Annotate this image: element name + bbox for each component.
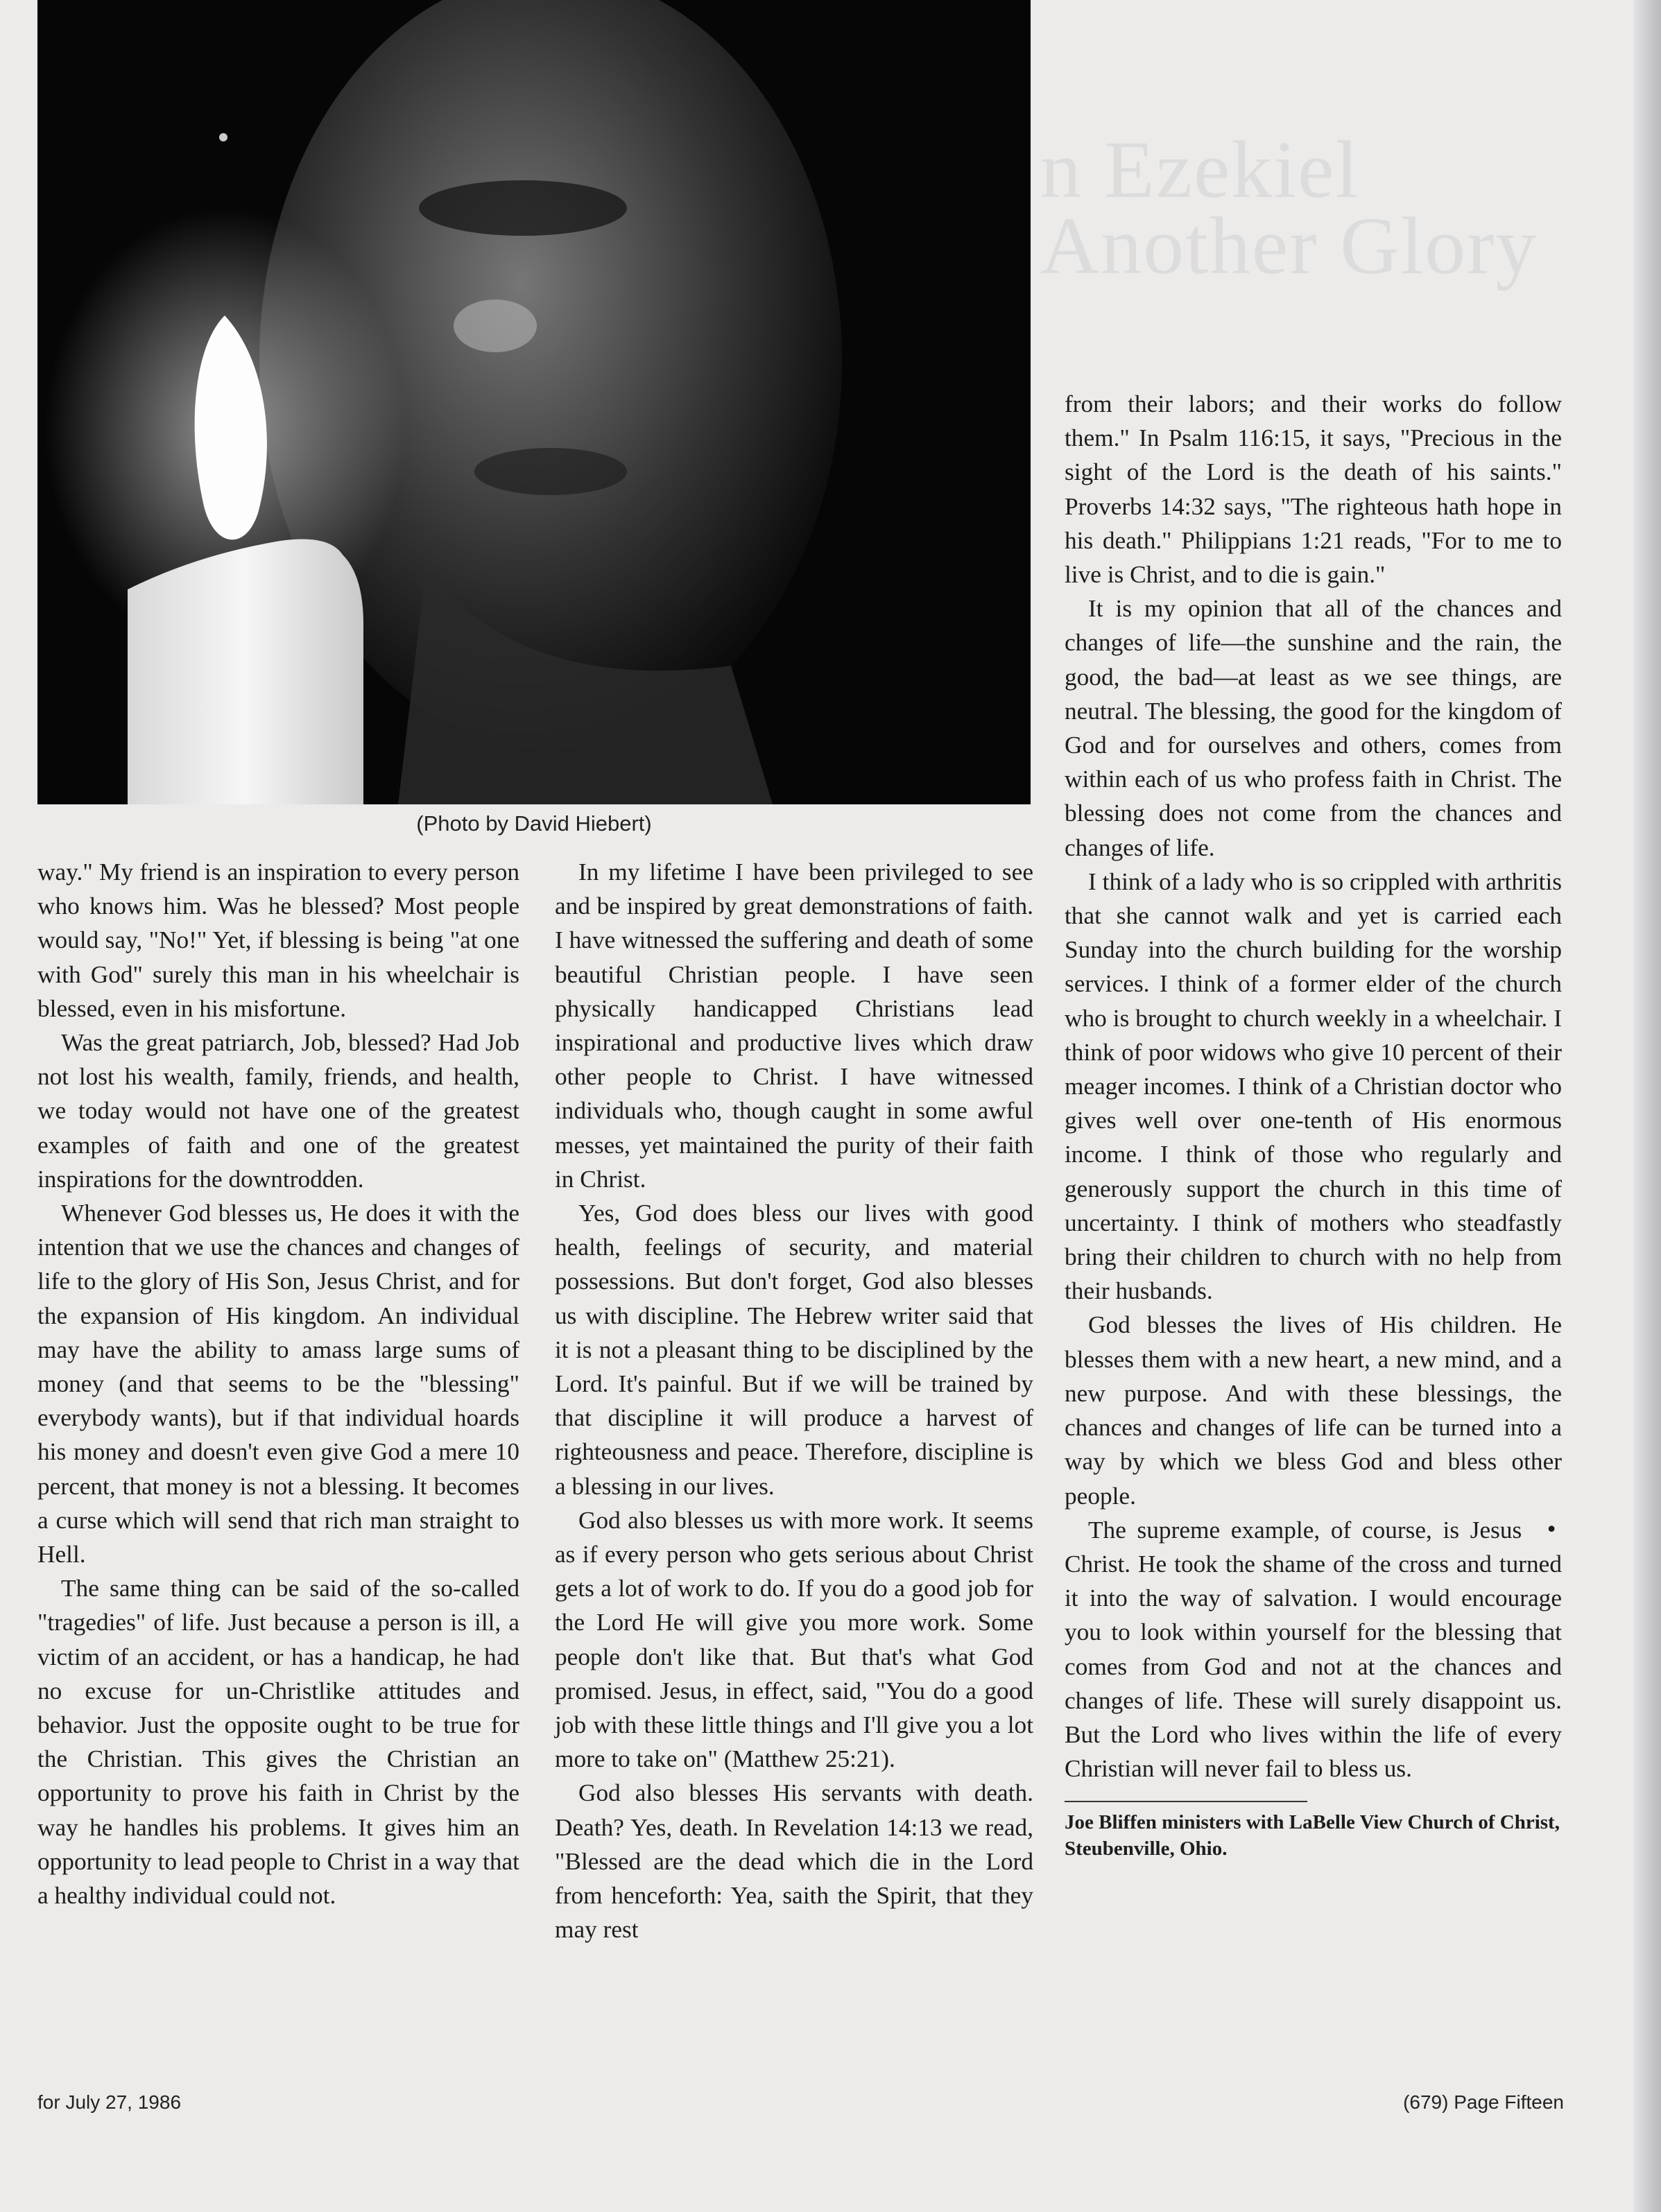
end-mark-bullet: • — [1545, 1517, 1558, 1542]
paragraph: Whenever God blesses us, He does it with the intention that we use the chances and changes of life to the glory of His Son, Jesus Christ, and for the expansion of His kingdom. An individual may have the ability to amass large sums of money (and that seems to be the "blessing" everybody wants), but if that individual hoards his money and doesn't even give God a mere 10 percent, that money is not a blessing. It becomes a curse which will send that rich man straight to Hell. — [37, 1200, 519, 1569]
paragraph-text: The supreme example, of course, is Jesus Christ. He took the shame of the cross and turned it into the way of salvation. I would encourage you to look within yourself for the blessing that comes from God and not at the chances and changes of life. These will surely disappoint us. But the Lord who lives within the life of every Christian will never fail to bless us. — [1065, 1516, 1562, 1783]
bleed-through-line-1: n Ezekiel — [1040, 124, 1360, 215]
author-bio: Joe Bliffen ministers with LaBelle View Church of Christ, Steubenville, Ohio. — [1065, 1811, 1560, 1860]
candle-photo-illustration — [37, 0, 1031, 804]
paragraph: Yes, God does bless our lives with good health, feelings of security, and material possessions. But don't forget, God also blesses us with discipline. The Hebrew writer said that it is not a pleasant thing to be disciplined by the Lord. It's painful. But if we will be trained by that discipline it will produce a harvest of righteousness and peace. Therefore, discipline is a blessing in our lives. — [555, 1200, 1033, 1500]
article-column-left — [37, 855, 519, 1912]
bleed-through-line-2: Another Glory — [1040, 200, 1538, 291]
paragraph: God blesses the lives of His children. He blesses them with a new heart, a new mind, and a new purpose. And with these blessings, the chances and changes of life can be turned into a way by which we bless God and bless other people. — [1065, 1311, 1562, 1510]
paragraph: In my lifetime I have been privileged to see and be inspired by great demonstrations of faith. I have witnessed the suffering and death of some beautiful Christian people. I have seen physically handicapped Christians lead inspirational and productive lives which draw other people to Christ. I have witnessed individuals who, though caught in some awful messes, yet maintained the purity of their faith in Christ. — [555, 858, 1033, 1193]
paragraph: I think of a lady who is so crippled with arthritis that she cannot walk and yet is carried each Sunday into the church building for the worship services. I think of a former elder of the church who is brought to church weekly in a wheelchair. I think of poor widows who give 10 percent of their meager incomes. I think of a Christian doctor who gives well over one-tenth of His enormous income. I think of those who regularly and generously support the church in this time of uncertainty. I think of mothers who steadfastly bring their children to church with no help from their husbands. — [1065, 867, 1562, 1305]
photo-caption: (Photo by David Hiebert) — [416, 811, 652, 836]
article-column-right — [1065, 387, 1562, 1862]
candle-body — [128, 539, 363, 805]
paragraph: God also blesses His servants with death. Death? Yes, death. In Revelation 14:13 we read, "Blessed are the dead which die in the Lord from henceforth: Yea, saith the Spirit, that they may rest — [555, 1779, 1033, 1944]
nose-highlight — [454, 300, 537, 352]
footer-page-number: (679) Page Fifteen — [1403, 2091, 1564, 2113]
paragraph: The same thing can be said of the so-called "tragedies" of life. Just because a person is ill, a victim of an accident, or has a handicap, he had no excuse for un-Christlike attitudes and behavior. Just the opposite ought to be true for the Christian. This gives the Christian an opportunity to prove his faith in Christ by the way he handles his problems. It gives him an opportunity to lead people to Christ in a way that a healthy individual could not. — [37, 1575, 519, 1910]
paragraph-final — [1065, 1513, 1562, 1786]
footer-date: for July 27, 1986 — [37, 2091, 182, 2113]
page-edge-shadow — [1633, 0, 1661, 2212]
paragraph: from their labors; and their works do follow them." In Psalm 116:15, it says, "Precious in the sight of the Lord is the death of his saints." Proverbs 14:32 says, "The righteous hath hope in his death." Philippians 1:21 reads, "For to me to live is Christ, and to die is gain." — [1065, 390, 1562, 589]
article-column-middle — [555, 855, 1033, 1947]
bleed-through-heading — [1040, 124, 1609, 291]
paragraph: Was the great patriarch, Job, blessed? Had Job not lost his wealth, family, friends, and health, we today would not have one of the greatest examples of faith and one of the greatest inspirations for the downtrodden. — [37, 1029, 519, 1193]
paragraph: way." My friend is an inspiration to every person who knows him. Was he blessed? Most people would say, "No!" Yet, if blessing is being "at one with God" surely this man in his wheelchair is blessed, even in his misfortune. — [37, 858, 519, 1022]
eye-shadow — [419, 180, 627, 236]
paragraph: It is my opinion that all of the chances and changes of life—the sunshine and the rain, the good, the bad—at least as we see things, are neutral. The blessing, the good for the kingdom of God and for ourselves and others, comes from within each of us who profess faith in Christ. The blessing does not come from the chances and changes of life. — [1065, 595, 1562, 861]
lips-shadow — [474, 448, 627, 495]
light-speck — [219, 133, 227, 141]
candle-portrait-photo — [37, 0, 1031, 804]
paragraph: God also blesses us with more work. It seems as if every person who gets serious about Christ gets a lot of work to do. If you do a good job for the Lord He will give you more work. Some people don't like that. But that's what God promised. Jesus, in effect, said, "You do a good job with these little things and I'll give you a lot more to take on" (Matthew 25:21). — [555, 1506, 1033, 1773]
bio-divider — [1065, 1801, 1307, 1802]
